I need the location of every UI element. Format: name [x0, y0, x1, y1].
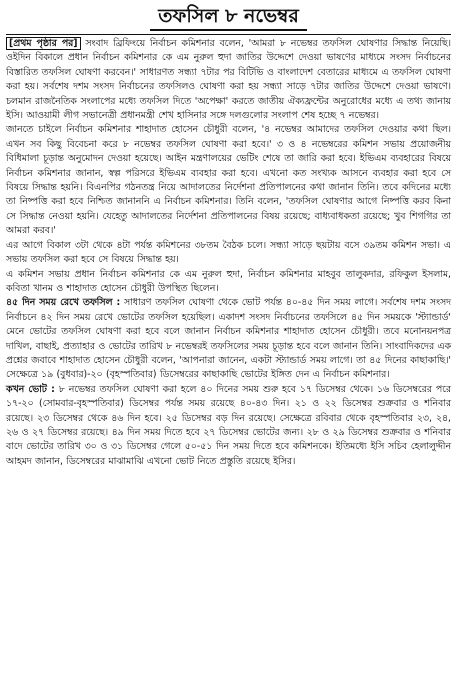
paragraph-5 [6, 296, 451, 382]
paragraph-text: সাধারণ তফসিল ঘোষণা থেকে ভোট পর্যন্ত ৪০-৪৫ দিন সময় লাগে। সর্বশেষ দশম সংসদ নির্বাচনে ৪২ দিন সময় রেখে ভোটের তফসিল হয়েছিল। একাদশ সংসদ নির্বাচনের তফসিলে ৪৫ দিন সময়কে 'স্ট্যান্ডার্ড' মেনে ভোটের তফসিল ঘোষণা করা হবে বলে জানান নির্বাচন কমিশনার শাহাদাত হোসেন চৌধুরী। তবে মনোনয়নপত্র দাখিল, বাছাই, প্রত্যাহার ও ভোটের তারিখ ৮ নভেম্বরই তফসিলের সময় চূড়ান্ত হবে বলে জানান তিনি। সাংবাদিকদের এক প্রশ্নের জবাবে শাহাদাত হোসেন চৌধুরী বলেন, 'আপনারা জানেন, একটা স্ট্যান্ডার্ড সময় লাগে। তা ৪৫ দিনের কাছাকাছি।' সেক্ষেত্রে ১৯ (বুধবার)-২০ (বৃহস্পতিবার) ডিসেম্বরের কাছাকাছি ভোটের ইঙ্গিত দেন এ নির্বাচন কমিশনার। [6, 297, 451, 381]
paragraph-2 [6, 123, 451, 238]
subhead: কখন ভোট : [6, 383, 55, 395]
divider [6, 34, 451, 35]
paragraph-3 [6, 239, 451, 268]
paragraph-text: ৮ নভেম্বর তফসিল ঘোষণা করা হলে ৪০ দিনের সময় শুরু হবে ১৭ ডিসেম্বর থেকে। ১৬ ডিসেম্বরের পরে ১৭-২০ (সোমবার-বৃহস্পতিবার) ডিসেম্বর পর্যন্ত সময় রয়েছে ৪০-৪৩ দিন। ২১ ও ২২ ডিসেম্বর শুক্রবার ও শনিবার রয়েছে। ২৩ ডিসেম্বর থেকে ৪৬ দিন হবে। ২৫ ডিসেম্বর বড় দিন রয়েছে। সেক্ষেত্রে রবিবার থেকে বৃহস্পতিবার ২৩, ২৪, ২৬ ও ২৭ ডিসেম্বর রয়েছে। ৪৯ দিন সময় দিতে হবে ২৭ ডিসেম্বর ভোটের জন্য। ২৮ ও ২৯ ডিসেম্বর শুক্রবার ও শনিবার বাদে ভোটের তারিখ ৩০ ও ৩১ ডিসেম্বর গেলে ৫০-৫১ দিন সময় দিতে হবে কমিশনকে। ইতিমধ্যে ইসি সচিব হেলালুদ্দীন আহমদ জানান, ডিসেম্বরের মাঝামাঝি এখনো ভোট নিতে প্রস্তুতি রয়েছে ইসির। [6, 383, 451, 467]
paragraph-6 [6, 383, 451, 469]
paragraph-1 [6, 37, 451, 123]
paragraph-text: সংবাদ ব্রিফিংয়ে নির্বাচন কমিশনার বলেন, 'আমরা ৮ নভেম্বর তফসিল ঘোষণার সিদ্ধান্ত নিয়েছি। ওইদিন বিকালে প্রধান নির্বাচন কমিশনার কে এম নুরুল হুদা জাতির উদ্দেশে দেওয়া ভাষণের মাধ্যমে সংসদ নির্বাচনের বিস্তারিত তফসিল ঘোষণা করবেন।' সাধারণত সন্ধ্যা ৭টার পর বিটিভি ও বাংলাদেশ বেতারের মাধ্যমে এ তফসিল ঘোষণা করা হয়। সর্বশেষ দশম সংসদ নির্বাচনের তফসিলও ঘোষণা করা হয় সন্ধ্যা সাড়ে ৭টার জাতির উদ্দেশে দেওয়া ভাষণে। চলমান রাজনৈতিক সংলাপের মধ্যে তফসিল দিতে 'অপেক্ষা' করতে জাতীয় ঐক্যফ্রন্টের অনুরোধের মধ্যে এ তথ্য জানায় ইসি। আওয়ামী লীগ সভানেত্রী প্রধানমন্ত্রী শেখ হাসিনার সঙ্গে দলগুলোর সংলাপ শেষ হচ্ছে ৭ নভেম্বর। [6, 38, 451, 122]
article-body [6, 37, 451, 469]
paragraph-4 [6, 268, 451, 297]
paragraph-text: জানতে চাইলে নির্বাচন কমিশনার শাহাদাত হোসেন চৌধুরী বলেন, '৪ নভেম্বর আমাদের তফসিল দেওয়ার কথা ছিল। এখন সব কিছু বিবেচনা করে ৮ নভেম্বর তফসিল ঘোষণা করা হবে।' ৩ ও ৪ নভেম্বরের কমিশন সভায় প্রয়োজনীয় বিধিমালা চূড়ান্ত অনুমোদন দেওয়া হয়েছে। আইন মন্ত্রণালয়ের ভেটিং শেষে তা জারি করা হবে। ইভিএম ব্যবহারের বিষয়ে নির্বাচন কমিশনার জানান, স্বল্প পরিসরে ইভিএম ব্যবহার করা হবে। এখনো কত সংখ্যক আসনে ব্যবহার করা হবে সে বিষয়ে সিদ্ধান্ত হয়নি। বিএনপির গঠনতন্ত্র নিয়ে আদালতের নির্দেশনা প্রতিপালনের কথা জানান তিনি। তবে কদিনের মধ্যে তা নিষ্পত্তি করা হবে নিশ্চিত জানাননি এ নির্বাচন কমিশনার। তিনি বলেন, 'তফসিল ঘোষণার আগে নিষ্পত্তি করব কিনা সে সিদ্ধান্ত নেওয়া হয়নি। যেহেতু আদালতের নির্দেশনা প্রতিপালনের বিষয় রয়েছে; বাধ্যবাধকতা রয়েছে; খুব শিগগির তা আমরা করব।' [6, 124, 451, 237]
subhead: ৪৫ দিন সময় রেখে তফসিল : [6, 297, 121, 309]
paragraph-text: এর আগে বিকাল ৩টা থেকে ৪টা পর্যন্ত কমিশনের ৩৮তম বৈঠক চলে। সন্ধ্যা সাড়ে ছয়টায় বসে ৩৯তম কমিশন সভা। এ সভায় তফসিল করা হবে সে বিষয়ে সিদ্ধান্ত হয়। [6, 239, 451, 266]
headline-wrap [6, 4, 451, 31]
headline: তফসিল ৮ নভেম্বর [150, 4, 307, 31]
paragraph-text: এ কমিশন সভায় প্রধান নির্বাচন কমিশনার কে এম নুরুল হুদা, নির্বাচন কমিশনার মাহবুব তালুকদার, রফিকুল ইসলাম, কবিতা খানম ও শাহাদাত হোসেন চৌধুরী উপস্থিত ছিলেন। [6, 268, 451, 294]
continuation-tag: [প্রথম পৃষ্ঠার পর] [6, 37, 81, 50]
